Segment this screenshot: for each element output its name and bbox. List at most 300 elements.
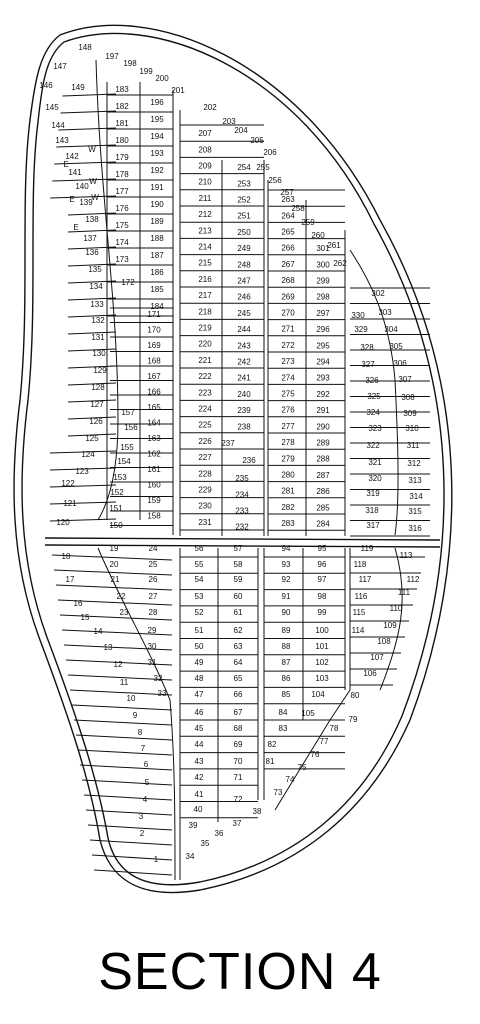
lot-number: 325 xyxy=(367,392,381,402)
lot-number: 47 xyxy=(194,690,204,700)
lot-number: 190 xyxy=(150,200,164,210)
lot-number: 194 xyxy=(150,132,164,142)
lot-number: 165 xyxy=(147,403,161,413)
section-title: SECTION 4 xyxy=(98,943,382,1001)
lot-number: 12 xyxy=(113,660,123,670)
lot-number: 159 xyxy=(147,496,161,506)
lot-number: 73 xyxy=(273,788,283,798)
lot-number: 92 xyxy=(281,575,291,585)
lot-number: 22 xyxy=(116,592,126,602)
lot-number: 153 xyxy=(113,473,127,483)
lot-divider xyxy=(86,810,172,815)
lot-number: 200 xyxy=(155,74,169,84)
lot-number: 213 xyxy=(198,226,212,236)
lot-number: 207 xyxy=(198,129,212,139)
lot-number: 141 xyxy=(68,168,82,178)
lot-number: 289 xyxy=(316,438,330,448)
lot-number: 19 xyxy=(109,544,119,554)
lot-number: 70 xyxy=(233,757,243,767)
lot-number: 198 xyxy=(123,59,137,69)
lot-number: 123 xyxy=(75,467,89,477)
lot-number: 54 xyxy=(194,575,204,585)
lot-number: 145 xyxy=(45,103,59,113)
lot-number: 121 xyxy=(63,499,77,509)
lot-number: 81 xyxy=(265,757,275,767)
lot-number: 6 xyxy=(143,760,149,770)
lot-number: 206 xyxy=(263,148,277,158)
lot-number: 309 xyxy=(403,409,417,419)
lot-number: 196 xyxy=(150,98,164,108)
lot-number: 326 xyxy=(365,376,379,386)
lot-number: 130 xyxy=(92,349,106,359)
lot-number: 88 xyxy=(281,642,291,652)
lot-number: 317 xyxy=(366,521,380,531)
lot-divider xyxy=(92,855,172,860)
lot-number: 321 xyxy=(368,458,382,468)
lot-number: 77 xyxy=(319,737,329,747)
lot-number: 227 xyxy=(198,453,212,463)
lot-number: 229 xyxy=(198,485,212,495)
lot-number: 199 xyxy=(139,67,153,77)
lot-divider xyxy=(56,585,172,590)
lot-number: 223 xyxy=(198,388,212,398)
lot-number: 312 xyxy=(407,459,421,469)
lot-number: 183 xyxy=(115,85,129,95)
lot-number: 44 xyxy=(194,740,204,750)
lot-number: 62 xyxy=(233,626,243,636)
lot-number: 151 xyxy=(109,504,123,514)
lot-number: 170 xyxy=(147,325,161,335)
lot-number: 290 xyxy=(316,422,330,432)
lot-number: 167 xyxy=(147,372,161,382)
lot-number: 295 xyxy=(316,341,330,351)
lot-number: 67 xyxy=(233,708,243,718)
lot-number: 220 xyxy=(198,339,212,349)
lot-number: 242 xyxy=(237,357,251,367)
lot-number: 133 xyxy=(90,300,104,310)
lot-number: 217 xyxy=(198,291,212,301)
lot-number: 45 xyxy=(194,724,204,734)
lot-number: 72 xyxy=(233,795,243,805)
lot-number: 128 xyxy=(91,383,105,393)
lot-number: 155 xyxy=(120,443,134,453)
lot-number: 71 xyxy=(233,773,243,783)
lot-number: 288 xyxy=(316,454,330,464)
lot-number: 82 xyxy=(267,740,277,750)
marker-letter: E xyxy=(63,160,69,170)
lot-number: 29 xyxy=(147,626,157,636)
lot-number: 58 xyxy=(233,560,243,570)
lot-number: 222 xyxy=(198,372,212,382)
lot-number: 258 xyxy=(291,204,305,214)
lot-number: 34 xyxy=(185,852,195,862)
lot-number: 97 xyxy=(317,575,327,585)
lot-number: 131 xyxy=(91,333,105,343)
lot-number: 187 xyxy=(150,251,164,261)
lot-number: 291 xyxy=(316,406,330,416)
lot-number: 103 xyxy=(315,674,329,684)
lot-number: 311 xyxy=(406,441,420,451)
lot-divider xyxy=(78,750,172,755)
lot-number: 3 xyxy=(138,812,144,822)
lot-number: 246 xyxy=(237,292,251,302)
lot-number: 273 xyxy=(281,357,295,367)
lot-number: 323 xyxy=(368,424,382,434)
lot-number: 74 xyxy=(285,775,295,785)
lot-number: 256 xyxy=(268,176,282,186)
lot-number: 224 xyxy=(198,404,212,414)
lot-number: 267 xyxy=(281,259,295,269)
lot-number: 284 xyxy=(316,519,330,529)
lot-number: 20 xyxy=(109,560,119,570)
lot-number: 148 xyxy=(78,43,92,53)
lot-number: 303 xyxy=(378,308,392,318)
lot-number: 40 xyxy=(193,805,203,815)
lot-number: 30 xyxy=(147,642,157,652)
lot-number: 184 xyxy=(150,302,164,312)
lot-number: 46 xyxy=(194,708,204,718)
lot-number: 57 xyxy=(233,544,243,554)
lot-number: 163 xyxy=(147,434,161,444)
lot-number: 275 xyxy=(281,389,295,399)
lot-number: 298 xyxy=(316,292,330,302)
lot-number: 292 xyxy=(316,389,330,399)
lot-number: 149 xyxy=(71,83,85,93)
lot-number: 210 xyxy=(198,177,212,187)
lot-number: 179 xyxy=(115,153,129,163)
lot-number: 250 xyxy=(237,227,251,237)
lot-number: 104 xyxy=(311,690,325,700)
lot-number: 91 xyxy=(281,592,291,602)
lot-number: 102 xyxy=(315,658,329,668)
lot-number: 16 xyxy=(73,599,83,609)
lot-number: 181 xyxy=(115,119,129,129)
lot-number: 55 xyxy=(194,560,204,570)
lot-number: 186 xyxy=(150,268,164,278)
lot-number: 245 xyxy=(237,308,251,318)
lot-number: 243 xyxy=(237,341,251,351)
lot-number: 175 xyxy=(115,221,129,231)
lot-number: 108 xyxy=(377,637,391,647)
lot-number: 274 xyxy=(281,373,295,383)
lot-divider xyxy=(90,840,172,845)
lot-number: 105 xyxy=(301,709,315,719)
lot-number: 32 xyxy=(153,674,163,684)
lot-number: 53 xyxy=(194,592,204,602)
lot-number: 262 xyxy=(333,259,347,269)
lot-number: 26 xyxy=(148,575,158,585)
lot-number: 126 xyxy=(89,417,103,427)
lot-number: 120 xyxy=(56,518,70,528)
lot-number: 202 xyxy=(203,103,217,113)
lot-number: 118 xyxy=(353,560,367,570)
lot-number: 314 xyxy=(409,492,423,502)
lot-number: 154 xyxy=(117,457,131,467)
lot-number: 13 xyxy=(103,643,113,653)
lot-number: 115 xyxy=(352,608,366,618)
lot-number: 308 xyxy=(401,393,415,403)
lot-number: 39 xyxy=(188,821,198,831)
lot-number: 56 xyxy=(194,544,204,554)
lot-divider xyxy=(50,485,116,487)
lot-number: 251 xyxy=(237,211,251,221)
lot-divider xyxy=(72,705,172,710)
lot-number: 302 xyxy=(371,289,385,299)
lot-number: 119 xyxy=(360,544,374,554)
lot-number: 316 xyxy=(408,524,422,534)
lot-number: 219 xyxy=(198,323,212,333)
lot-number: 125 xyxy=(85,434,99,444)
marker-letter: W xyxy=(89,177,97,187)
lot-number: 137 xyxy=(83,234,97,244)
lot-number: 80 xyxy=(350,691,360,701)
lot-number: 7 xyxy=(140,744,146,754)
lot-number: 253 xyxy=(237,179,251,189)
lot-number: 18 xyxy=(61,552,71,562)
lot-number: 36 xyxy=(214,829,224,839)
lot-number: 95 xyxy=(317,544,327,554)
lot-number: 232 xyxy=(235,522,249,532)
lot-number: 63 xyxy=(233,642,243,652)
lot-number: 160 xyxy=(147,480,161,490)
lot-number: 127 xyxy=(90,400,104,410)
lot-number: 177 xyxy=(115,187,129,197)
lot-number: 271 xyxy=(281,324,295,334)
lot-number: 96 xyxy=(317,560,327,570)
marker-letter: W xyxy=(88,145,96,155)
lot-number: 192 xyxy=(150,166,164,176)
lot-number: 86 xyxy=(281,674,291,684)
lot-number: 241 xyxy=(237,373,251,383)
lot-number: 21 xyxy=(110,575,120,585)
lot-number: 122 xyxy=(61,479,75,489)
cross-road-lower xyxy=(45,545,440,547)
lot-number: 252 xyxy=(237,195,251,205)
lot-number: 59 xyxy=(233,575,243,585)
lot-number: 313 xyxy=(408,476,422,486)
lot-number: 287 xyxy=(316,470,330,480)
lot-number: 195 xyxy=(150,115,164,125)
lot-number: 14 xyxy=(93,627,103,637)
lot-number: 106 xyxy=(363,669,377,679)
lot-number: 140 xyxy=(75,182,89,192)
lot-number: 268 xyxy=(281,276,295,286)
lot-number: 79 xyxy=(348,715,358,725)
lot-number: 38 xyxy=(252,807,262,817)
lot-number: 2 xyxy=(139,829,145,839)
lot-number: 230 xyxy=(198,501,212,511)
lot-number: 150 xyxy=(109,521,123,531)
lot-number: 142 xyxy=(65,152,79,162)
lot-number: 93 xyxy=(281,560,291,570)
lot-number: 23 xyxy=(119,608,129,618)
lot-number: 260 xyxy=(311,231,325,241)
lot-number: 171 xyxy=(147,310,161,320)
lot-number: 197 xyxy=(105,52,119,62)
lot-number: 231 xyxy=(198,517,212,527)
lot-number: 78 xyxy=(329,724,339,734)
lot-number: 300 xyxy=(316,260,330,270)
lot-number: 99 xyxy=(317,608,327,618)
lot-number: 84 xyxy=(278,708,288,718)
lot-number: 37 xyxy=(232,819,242,829)
lot-number: 146 xyxy=(39,81,53,91)
lot-number: 221 xyxy=(198,355,212,365)
lot-number: 261 xyxy=(327,241,341,251)
lot-number: 310 xyxy=(405,424,419,434)
lot-number: 226 xyxy=(198,436,212,446)
lot-number: 98 xyxy=(317,592,327,602)
lot-number: 85 xyxy=(281,690,291,700)
lot-number: 212 xyxy=(198,210,212,220)
lot-number: 176 xyxy=(115,204,129,214)
lot-number: 139 xyxy=(79,198,93,208)
lot-number: 69 xyxy=(233,740,243,750)
lot-number: 319 xyxy=(366,489,380,499)
lot-number: 254 xyxy=(237,163,251,173)
lot-divider xyxy=(74,720,172,725)
lot-number: 276 xyxy=(281,405,295,415)
lot-number: 15 xyxy=(80,613,90,623)
lot-number: 238 xyxy=(237,422,251,432)
lot-number: 322 xyxy=(366,441,380,451)
lot-number: 218 xyxy=(198,307,212,317)
lot-number: 320 xyxy=(368,474,382,484)
lot-number: 157 xyxy=(121,408,135,418)
lot-number: 143 xyxy=(55,136,69,146)
lot-number: 11 xyxy=(119,678,129,688)
lot-number: 27 xyxy=(148,592,158,602)
lot-number: 169 xyxy=(147,341,161,351)
lot-number: 161 xyxy=(147,465,161,475)
lot-number: 191 xyxy=(150,183,164,193)
lot-number: 136 xyxy=(85,248,99,258)
lot-number: 294 xyxy=(316,357,330,367)
lot-number: 204 xyxy=(234,126,248,136)
lot-number: 25 xyxy=(148,560,158,570)
lot-number: 208 xyxy=(198,145,212,155)
lot-number: 263 xyxy=(281,195,295,205)
lot-number: 235 xyxy=(235,474,249,484)
lot-number: 280 xyxy=(281,470,295,480)
lot-number: 318 xyxy=(365,506,379,516)
lot-number: 64 xyxy=(233,658,243,668)
lot-number: 301 xyxy=(316,244,330,254)
lot-number: 162 xyxy=(147,449,161,459)
lot-number: 297 xyxy=(316,308,330,318)
lot-number: 113 xyxy=(399,551,413,561)
lot-number: 138 xyxy=(85,215,99,225)
lot-number: 66 xyxy=(233,690,243,700)
lot-number: 100 xyxy=(315,626,329,636)
lot-number: 76 xyxy=(310,750,320,760)
lot-number: 24 xyxy=(148,544,158,554)
lot-number: 255 xyxy=(256,163,270,173)
lot-number: 172 xyxy=(121,278,135,288)
lot-number: 203 xyxy=(222,117,236,127)
lot-number: 266 xyxy=(281,243,295,253)
lot-number: 101 xyxy=(315,642,329,652)
lot-number: 201 xyxy=(171,86,185,96)
lot-number: 244 xyxy=(237,325,251,335)
lot-number: 278 xyxy=(281,438,295,448)
lot-divider xyxy=(94,870,172,875)
lot-number: 277 xyxy=(281,421,295,431)
lot-number: 156 xyxy=(124,423,138,433)
lot-number: 257 xyxy=(280,188,294,198)
lot-number: 193 xyxy=(150,149,164,159)
lot-number: 328 xyxy=(360,343,374,353)
lot-number: 315 xyxy=(408,507,422,517)
lot-number: 134 xyxy=(89,282,103,292)
lot-number: 228 xyxy=(198,469,212,479)
lot-number: 286 xyxy=(316,487,330,497)
lot-divider xyxy=(52,179,116,181)
lot-number: 135 xyxy=(88,265,102,275)
lot-number: 237 xyxy=(221,439,235,449)
lot-number: 247 xyxy=(237,276,251,286)
lot-number: 33 xyxy=(157,689,167,699)
lot-number: 185 xyxy=(150,285,164,295)
lot-number: 107 xyxy=(370,653,384,663)
lot-number: 89 xyxy=(281,626,291,636)
lot-number: 31 xyxy=(147,658,157,668)
lot-number: 279 xyxy=(281,454,295,464)
lot-number: 264 xyxy=(281,211,295,221)
lot-number: 182 xyxy=(115,102,129,112)
lot-divider xyxy=(88,825,172,830)
lot-number: 209 xyxy=(198,161,212,171)
marker-letter: E xyxy=(69,195,75,205)
lot-number: 249 xyxy=(237,244,251,254)
lot-number: 329 xyxy=(354,325,368,335)
lot-number: 239 xyxy=(237,406,251,416)
lot-number: 265 xyxy=(281,227,295,237)
lot-number: 158 xyxy=(147,511,161,521)
lot-divider xyxy=(68,366,116,368)
lot-number: 285 xyxy=(316,503,330,513)
lot-number: 164 xyxy=(147,418,161,428)
lot-number: 189 xyxy=(150,217,164,227)
lot-number: 269 xyxy=(281,292,295,302)
lot-number: 129 xyxy=(93,366,107,376)
lot-number: 124 xyxy=(81,450,95,460)
lot-number: 112 xyxy=(406,575,420,585)
lot-number: 234 xyxy=(235,490,249,500)
lot-number: 205 xyxy=(250,136,264,146)
lot-number: 299 xyxy=(316,276,330,286)
cross-road-upper xyxy=(45,538,440,540)
lot-number: 52 xyxy=(194,608,204,618)
lot-number: 65 xyxy=(233,674,243,684)
lot-number: 68 xyxy=(233,724,243,734)
lot-number: 272 xyxy=(281,340,295,350)
lot-divider xyxy=(80,765,172,770)
lot-number: 111 xyxy=(397,588,411,598)
lot-number: 180 xyxy=(115,136,129,146)
lot-number: 270 xyxy=(281,308,295,318)
lot-number: 49 xyxy=(194,658,204,668)
lot-divider xyxy=(84,795,172,800)
lot-number: 174 xyxy=(115,238,129,248)
lot-number: 215 xyxy=(198,258,212,268)
lot-number: 178 xyxy=(115,170,129,180)
lot-number: 144 xyxy=(51,121,65,131)
lot-number: 236 xyxy=(242,456,256,466)
lot-number: 116 xyxy=(354,592,368,602)
lot-number: 94 xyxy=(281,544,291,554)
lot-number: 327 xyxy=(361,360,375,370)
